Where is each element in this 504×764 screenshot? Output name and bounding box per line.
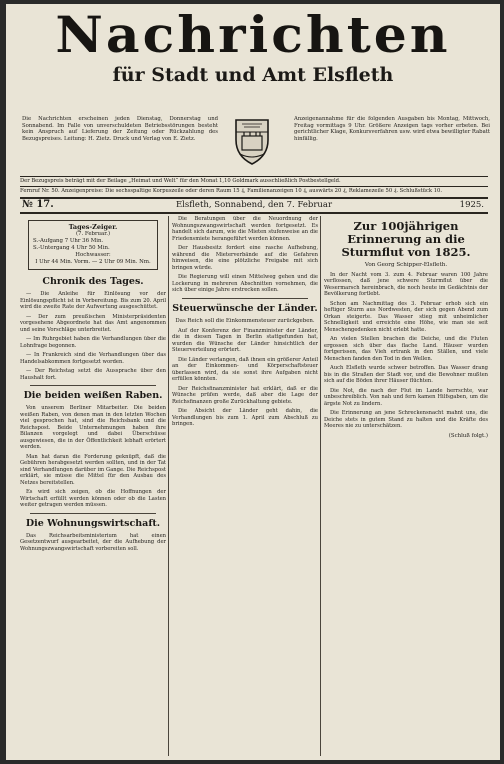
article-heading-ravens: Die beiden weißen Raben. [23,390,163,401]
almanac-row: I Uhr 44 Min. Vorm. — 2 Uhr 09 Min. Nm. [35,259,151,265]
article-author: Von Georg Schipper-Elsfleth. [364,262,448,268]
news-item: — Die Anleihe für Einlösung vor der Einlösungspflicht ist in Vorbereitung. Bis zum 20. April wird die zweite Rate der Aufwertung ausgeschüttet. [20,291,166,310]
column-rule [168,216,169,756]
almanac-row: S.-Aufgang 7 Uhr 36 Min. [33,238,104,244]
article-paragraph: Die Regierung will einen Mittelweg gehen und die Lockerung in mehreren Abschnitten vornehmen, die sich über einige Jahre erstrecken sollen. [172,274,318,293]
coat-of-arms-icon [230,114,274,166]
article-paragraph: Die Länder verlangen, daß ihnen ein größerer Anteil an der Einkommen- und Körperschaftsteuer überlassen wird, da sie sonst ihre Aufgaben nicht erfüllen könnten. [172,356,318,382]
article-paragraph: Es wird sich zeigen, ob die Hoffnungen der Wirtschaft erfüllt werden können oder ob die Lasten weiter getragen werden müssen. [20,489,166,508]
section-heading-chronicle: Chronik des Tages. [42,276,144,287]
divider [30,385,156,386]
issue-year: 1925. [459,200,484,210]
article-paragraph: Schon am Nachmittag des 3. Februar erhob sich ein heftiger Sturm aus Nordwesten, der sich gegen Abend zum Orkan steigerte. Das Wasser stieg mit unheimlicher Schnelligkeit und erreichte eine Höhe, wie man sie seit Menschengedenken nicht erlebt hatte. [324,300,488,333]
column-left [20,216,166,756]
article-paragraph: Der Reichsfinanzminister hat erklärt, daß er die Wünsche prüfen werde, daß aber die Lage der Reichsfinanzen große Zurückhaltung gebiete. [172,385,318,405]
article-paragraph: An vielen Stellen brachen die Deiche, und die Fluten ergossen sich über das flache Land. Häuser wurden fortgerissen, das Vieh ertrank in den Ställen, und viele Menschen fanden den Tod in den Wellen. [324,336,488,362]
article-paragraph: In der Nacht vom 3. zum 4. Februar waren 100 Jahre verflossen, daß jene schwere Sturmflut über die Wesermarsch hereinbrach, die noch heute im Gedächtnis der Bevölkerung fortlebt. [324,271,488,297]
almanac-date: (7. Februar.) [75,231,111,237]
place-date: Elsfleth, Sonnabend, den 7. Februar [175,200,333,210]
news-item: — Der Reichstag setzt die Aussprache über den Haushalt fort. [20,368,166,381]
article-paragraph: Auf der Konferenz der Finanzminister der Länder, die in diesen Tagen in Berlin stattgefunden hat, wurden die Wünsche der Länder hinsichtlich der Steuerverteilung erörtert. [172,327,318,353]
article-paragraph: Auch Elsfleth wurde schwer betroffen. Das Wasser drang bis in die Straßen der Stadt vor, und die Bewohner mußten sich auf die Böden ihrer Häuser flüchten. [324,365,488,384]
dateline [20,199,488,211]
masthead-title: Nachrichten [55,6,451,65]
divider [182,298,308,299]
column-rule [320,216,321,756]
article-paragraph: Die Not, die nach der Flut im Lande herrschte, war unbeschreiblich. Von nah und fern kamen Hilfsgaben, um die ärgste Not zu lindern. [324,387,488,407]
masthead-subtitle: für Stadt und Amt Elsfleth [112,64,394,86]
daily-almanac-box [28,220,158,270]
issue-number: № 17. [22,199,54,210]
article-paragraph: Von unserem Berliner Mitarbeiter. Die beiden weißen Raben, von denen man in den letzten Wochen viel gesprochen hat, sind die Reichsbank und die Reichspost. Beide Unternehmungen haben ihre Bilanzen vorgelegt und dabei Überschüsse ausgewiesen, die in der Öffentlichkeit lebhaft erörtert werden. [20,405,166,450]
news-item: — Der zum preußischen Ministerpräsidenten vorgesehene Abgeordnete hat das Amt angenommen und seine Vorschläge unterbreitet. [20,313,166,333]
almanac-row: Hochwasser: [75,252,111,258]
article-paragraph: Das Reichsarbeitsministerium hat einen Gesetzentwurf ausgearbeitet, der die Aufhebung der Wohnungszwangswirtschaft vorbereiten soll. [20,532,166,552]
divider [20,212,488,214]
article-paragraph: Die Erinnerung an jene Schreckensnacht mahnt uns, die Deiche stets in gutem Stand zu halten und die Kräfte des Meeres nie zu unterschätzen. [324,410,488,429]
article-paragraph: Die Absicht der Länder geht dahin, die Verhandlungen bis zum 1. April zum Abschluß zu bringen. [172,408,318,427]
news-item: — Im Ruhrgebiet haben die Verhandlungen über die Lohnfrage begonnen. [20,336,166,349]
news-item: — In Frankreich sind die Verhandlungen über das Handelsabkommen fortgesetzt worden. [20,352,166,365]
continuation-note: (Schluß folgt.) [448,432,488,439]
article-paragraph: Die Beratungen über die Neuordnung der Wohnungszwangswirtschaft werden fortgesetzt. Es handelt sich darum, wie die Mieten stufenweise an die Friedensmiete herangeführt werden können. [172,216,318,242]
publication-notice: Die Nachrichten erscheinen jeden Dienstag, Donnerstag und Sonnabend. Im Falle von unverschuldeten Betriebsstörungen besteht kein Anspruch auf Lieferung der Zeitung oder Rückzahlung des Bezugspreises. Leitung: H. Zietz. Druck und Verlag von E. Zietz. [22,116,218,142]
article-heading-stormflood: Zur 100jährigen Erinnerung an die Sturmflut von 1825. [341,219,471,259]
article-heading-housing: Die Wohnungswirtschaft. [25,517,161,529]
advertising-notice: Anzeigenannahme für die folgenden Ausgaben bis Montag, Mittwoch, Freitag vormittags 9 Uhr. Größere Anzeigen tags vorher erbeten. Bei gerichtlicher Klage, Konkursverfahren usw. wird etwa bewilligter Rabatt hinfällig. [294,116,490,142]
column-middle [172,216,318,756]
divider [20,186,488,187]
newspaper-page [6,4,500,760]
divider [20,176,488,177]
article-subheading-taxes: Das Reich soll die Einkommensteuer zurückgeben. [175,317,315,324]
article-heading-taxes: Steuerwünsche der Länder. [172,302,318,314]
advertising-rates: Fernruf Nr. 50. Anzeigenpreise: Die sechsspaltige Korpuszeile oder deren Raum 15 ₰, Familienanzeigen 10 ₰, auswärts 20 ₰, Reklamezeile 50 ₰. Schlußstück 10. [20,188,442,194]
article-paragraph: Der Hausbesitz fordert eine rasche Aufhebung, während die Mieterverbände auf die Gefahren hinweisen, die eine plötzliche Freigabe mit sich bringen würde. [172,245,318,271]
subscription-price: Der Bezugspreis beträgt mit der Beilage „Heimat und Welt“ für den Monat 1,10 Goldmark ausschließlich Postbestellgeld. [20,178,341,184]
column-right [324,216,488,756]
divider [30,513,156,514]
almanac-title: Tages-Zeiger. [68,223,118,231]
almanac-row: S.-Untergang 4 Uhr 50 Min. [33,245,110,251]
article-paragraph: Man hat daran die Forderung geknüpft, daß die Gebühren herabgesetzt werden sollten, und in der Tat sind Verhandlungen darüber im Gange. Die Reichspost erklärt, sie müsse die Mittel für den Ausbau des Netzes bereitstellen. [20,453,166,486]
